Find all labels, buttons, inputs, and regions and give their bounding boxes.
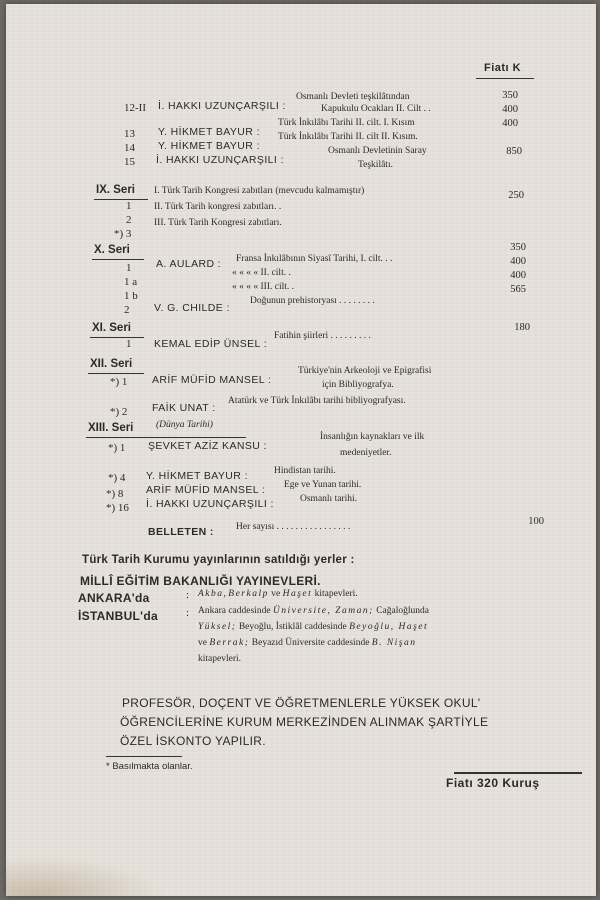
series-subheading: (Dünya Tarihi)	[156, 420, 213, 430]
row-title: Atatürk ve Türk İnkılâbı tarihi bibliyografyası.	[228, 396, 406, 406]
istanbul-colon: :	[186, 607, 190, 619]
row-price: 400	[502, 118, 518, 129]
store-names: Üniversite, Zaman;	[272, 606, 374, 616]
text: Beyoğlu, İstiklâl caddesinde	[238, 622, 347, 632]
row-title: III. Türk Tarih Kongresi zabıtları.	[154, 218, 282, 228]
row-price: 250	[508, 190, 524, 201]
price-column-header: Fiatı K	[484, 62, 522, 74]
store-names: Beyoğlu, Haşet	[349, 622, 429, 632]
row-price: 350	[502, 90, 518, 101]
series-heading: IX. Seri	[96, 184, 135, 196]
istanbul-line-4: kitapevleri.	[198, 654, 241, 664]
document-page	[6, 4, 596, 896]
row-title: Hindistan tarihi.	[274, 466, 336, 476]
row-number: *) 8	[106, 488, 124, 500]
row-number: 13	[124, 128, 135, 140]
row-title: Ege ve Yunan tarihi.	[284, 480, 362, 490]
row-title: Osmanlı Devletinin Saray	[328, 146, 427, 156]
row-number: 12-II	[124, 102, 146, 114]
row-price: 400	[510, 256, 526, 267]
row-number: *) 4	[108, 472, 126, 484]
row-title: Osmanlı tarihi.	[300, 494, 357, 504]
ministry-publishers: MİLLÎ EĞİTİM BAKANLIĞI YAYINEVLERİ.	[80, 574, 321, 588]
store-names: Berrak;	[209, 638, 250, 648]
store-suffix: kitapevleri.	[314, 589, 358, 599]
row-title: « « « « II. cilt. .	[232, 268, 291, 278]
discount-notice-line-2: ÖĞRENCİLERİNE KURUM MERKEZİNDEN ALINMAK ŞARTİYLE	[120, 715, 489, 729]
row-number: 1	[126, 200, 132, 212]
row-title: için Bibliyografya.	[322, 380, 394, 390]
row-title: Türk İnkılâbı Tarihi II. cilt. I. Kısım	[278, 118, 415, 128]
belleten-label: BELLETEN :	[148, 526, 214, 538]
row-price: 400	[510, 270, 526, 281]
series-heading: XII. Seri	[90, 358, 133, 370]
row-title: Kapukulu Ocakları II. Cilt . .	[321, 104, 431, 114]
row-price: 565	[510, 284, 526, 295]
row-number: *) 3	[114, 228, 132, 240]
ankara-colon: :	[186, 589, 190, 601]
row-number: 14	[124, 142, 135, 154]
row-title: Fatihin şiirleri . . . . . . . . .	[274, 331, 371, 341]
row-number: 1	[126, 262, 132, 274]
series-heading: X. Seri	[94, 244, 130, 256]
row-author: Y. HİKMET BAYUR :	[158, 126, 260, 138]
series-underline	[88, 373, 144, 374]
text: Ankara caddesinde	[198, 606, 271, 616]
row-number: *) 16	[106, 502, 129, 514]
row-title: II. Türk Tarih kongresi zabıtları. .	[154, 202, 282, 212]
text: Cağaloğlunda	[376, 606, 429, 616]
store-connector: ve	[271, 589, 281, 599]
row-author: A. AULARD :	[156, 258, 222, 270]
row-title: I. Türk Tarih Kongresi zabıtları (mevcudu kalmamıştır)	[154, 186, 365, 196]
footnote-rule	[106, 756, 182, 757]
row-author: ARİF MÜFİD MANSEL :	[152, 374, 272, 386]
row-title: Fransa İnkılâbının Siyasî Tarihi, I. cilt. . .	[236, 254, 393, 264]
row-title: Osmanlı Devleti teşkilâtından	[296, 92, 410, 102]
row-title: İnsanlığın kaynakları ve ilk	[320, 432, 425, 442]
sales-heading: Türk Tarih Kurumu yayınlarının satıldığı yerler :	[82, 554, 355, 566]
row-number: 1 b	[124, 290, 138, 302]
series-underline	[86, 437, 246, 438]
row-price: 350	[510, 242, 526, 253]
row-author: Y. HİKMET BAYUR :	[146, 470, 248, 482]
row-number: 1	[126, 338, 132, 350]
row-number: *) 1	[108, 442, 126, 454]
series-heading: XI. Seri	[92, 322, 131, 334]
discount-notice-line-1: PROFESÖR, DOÇENT VE ÖĞRETMENLERLE YÜKSEK OKUL'	[122, 696, 481, 710]
row-price: 180	[514, 322, 530, 333]
row-title: Teşkilâtı.	[358, 160, 393, 170]
row-number: *) 1	[110, 376, 128, 388]
footnote: * Basılmakta olanlar.	[106, 761, 193, 772]
row-author: ARİF MÜFİD MANSEL :	[146, 484, 266, 496]
istanbul-line-1	[198, 606, 429, 616]
store-akba: Akba	[198, 589, 224, 599]
ankara-stores: Akba, Berkalp ve Haşet kitapevleri.	[198, 589, 358, 599]
row-author: ŞEVKET AZİZ KANSU :	[148, 440, 267, 452]
row-number: 15	[124, 156, 135, 168]
row-number: 2	[124, 304, 130, 316]
row-price: 850	[506, 146, 522, 157]
belleten-text: Her sayısı . . . . . . . . . . . . . . . .	[236, 522, 351, 532]
series-underline	[90, 337, 144, 338]
text: Beyazıd Üniversite caddesinde	[251, 638, 370, 648]
row-title: medeniyetler.	[340, 448, 392, 458]
row-title: Türkiye'nin Arkeoloji ve Epigrafisi	[298, 366, 432, 376]
row-author: İ. HAKKI UZUNÇARŞILI :	[146, 498, 274, 510]
ankara-label: ANKARA'da	[78, 591, 150, 605]
store-haset: Haşet	[282, 589, 313, 599]
row-title: Türk İnkılâbı Tarihi II. cilt II. Kısım.	[278, 132, 418, 142]
row-price: 400	[502, 104, 518, 115]
istanbul-label: İSTANBUL'da	[78, 609, 158, 623]
row-author: V. G. CHILDE :	[154, 302, 230, 314]
row-title: Doğunun prehistoryası . . . . . . . .	[250, 296, 375, 306]
row-author: KEMAL EDİP ÜNSEL :	[154, 338, 268, 350]
row-number: 2	[126, 214, 132, 226]
row-author: FAİK UNAT :	[152, 402, 216, 414]
catalog-content	[6, 4, 596, 896]
row-author: İ. HAKKI UZUNÇARŞILI :	[156, 154, 284, 166]
series-heading: XIII. Seri	[88, 422, 134, 434]
series-underline	[94, 199, 148, 200]
row-number: 1 a	[124, 276, 138, 288]
store-berkalp: Berkalp	[228, 589, 269, 599]
price-header-rule	[476, 78, 534, 79]
belleten-price: 100	[528, 516, 544, 527]
text: ve	[198, 638, 207, 648]
istanbul-line-2	[198, 622, 428, 632]
row-author: Y. HİKMET BAYUR :	[158, 140, 260, 152]
final-price-rule	[454, 772, 582, 774]
row-number: *) 2	[110, 406, 128, 418]
istanbul-line-3	[198, 638, 417, 648]
final-price: Fiatı 320 Kuruş	[446, 776, 540, 790]
row-author: İ. HAKKI UZUNÇARŞILI :	[158, 100, 286, 112]
series-underline	[92, 259, 144, 260]
discount-notice-line-3: ÖZEL İSKONTO YAPILIR.	[120, 734, 266, 748]
row-title: « « « « III. cilt. .	[232, 282, 295, 292]
store-names: B. Nişan	[371, 638, 417, 648]
store-names: Yüksel;	[198, 622, 237, 632]
